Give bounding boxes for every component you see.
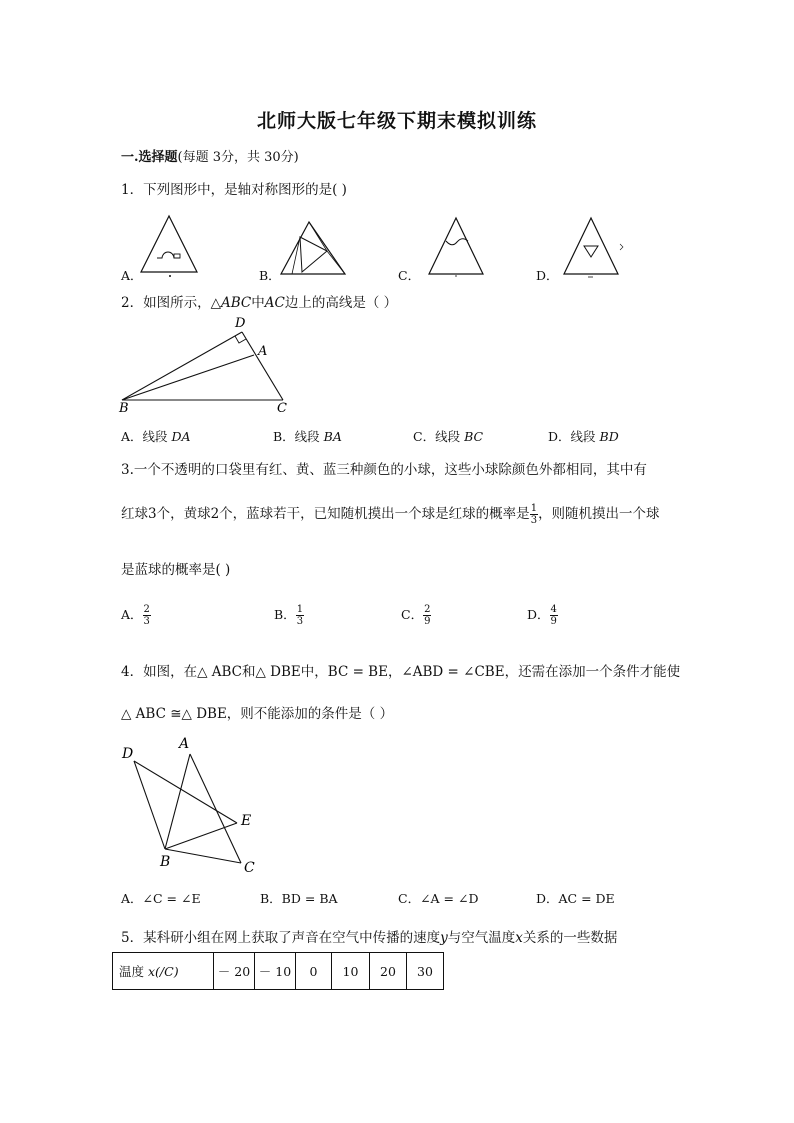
q2-option-d-letter: D．线段 — [548, 429, 596, 444]
q5-stem — [121, 926, 617, 946]
q2-option-b-value: BA — [323, 429, 342, 444]
q2-figure — [112, 312, 312, 418]
q3-option-a[interactable] — [121, 604, 151, 627]
q3-fraction-num: 1 — [530, 503, 538, 514]
q3-option-c[interactable] — [401, 604, 431, 627]
q3-line-1: 3.一个不透明的口袋里有红、黄、蓝三种颜色的小球，这些小球除颜色外都相同，其中有 — [121, 462, 647, 478]
q3-option-c-letter: C． — [401, 607, 424, 622]
q3-line-2-pre: 红球3个，黄球2个，蓝球若干，已知随机摸出一个球是红球的概率是 — [121, 506, 530, 522]
q2-option-c-value: BC — [464, 429, 484, 444]
q3-fraction-den: 3 — [530, 515, 538, 526]
q4-option-a[interactable]: A．∠C = ∠E — [121, 891, 201, 906]
q2-stem-post: 边上的高线是（ ） — [284, 295, 398, 311]
table-cell: 10 — [332, 953, 370, 990]
q2-label-d: D — [235, 316, 246, 331]
q5-data-table — [112, 952, 444, 990]
q2-option-b-letter: B．线段 — [273, 429, 320, 444]
q2-stem — [121, 291, 397, 311]
q3-option-a-letter: A． — [121, 607, 143, 622]
q3-line-3: 是蓝球的概率是( ) — [121, 562, 231, 578]
table-header-label: 温度 — [119, 964, 145, 979]
q1-option-a[interactable]: A． — [121, 268, 143, 283]
q4-line-1: 4．如图，在△ ABC和△ DBE中，BC = BE，∠ABD = ∠CBE，还需在添加一个条件才能使 — [121, 664, 681, 680]
q2-label-a: A — [258, 344, 268, 359]
q4-option-c[interactable]: C．∠A = ∠D — [398, 891, 479, 906]
q3-option-b[interactable] — [274, 604, 304, 627]
q1-option-a-figure — [141, 216, 197, 277]
q1-stem: 1．下列图形中，是轴对称图形的是( ) — [121, 182, 347, 198]
q3-option-d-den: 9 — [550, 616, 557, 627]
q3-option-b-num: 1 — [296, 604, 304, 615]
q3-option-a-den: 3 — [143, 616, 150, 627]
q5-stem-mid: 与空气温度 — [447, 930, 516, 946]
q4-label-e: E — [241, 813, 252, 829]
q5-stem-x: x — [515, 930, 523, 946]
q2-stem-pre: 2．如图所示，△ — [121, 295, 221, 311]
q2-option-a[interactable] — [121, 427, 191, 445]
section-heading — [121, 146, 299, 165]
table-header-cell — [113, 953, 214, 990]
q1-option-d[interactable]: D． — [536, 268, 559, 283]
q5-stem-post: 关系的一些数据 — [522, 930, 618, 946]
q3-fraction — [530, 503, 538, 526]
q1-option-b[interactable]: B． — [259, 268, 281, 283]
q2-option-c-letter: C．线段 — [413, 429, 461, 444]
table-cell: － 20 — [214, 953, 255, 990]
table-cell: － 10 — [255, 953, 296, 990]
q4-figure — [112, 730, 272, 880]
q4-label-b: B — [160, 854, 171, 870]
q2-stem-ac: AC — [264, 295, 285, 311]
q4-line-2: △ ABC ≅△ DBE，则不能添加的条件是（ ） — [121, 706, 394, 722]
table-cell: 30 — [407, 953, 444, 990]
table-cell: 20 — [370, 953, 407, 990]
q2-option-d-value: BD — [599, 429, 619, 444]
q1-option-d-figure — [564, 218, 623, 277]
section-label: 一.选择题 — [121, 150, 178, 165]
q1-option-b-figure — [281, 222, 345, 274]
q4-option-b[interactable]: B．BD = BA — [260, 891, 338, 906]
table-cell: 0 — [296, 953, 332, 990]
q2-option-c[interactable] — [413, 427, 483, 445]
q3-option-b-den: 3 — [296, 616, 304, 627]
q3-option-d-num: 4 — [550, 604, 557, 615]
q1-option-c[interactable]: C． — [398, 268, 421, 283]
q3-option-d[interactable] — [527, 604, 558, 627]
q3-option-c-den: 9 — [424, 616, 431, 627]
q3-option-d-letter: D． — [527, 607, 550, 622]
q2-stem-abc: ABC — [220, 295, 252, 311]
q4-label-d: D — [122, 746, 134, 762]
q5-stem-pre: 5．某科研小组在网上获取了声音在空气中传播的速度 — [121, 930, 441, 946]
q2-label-b: B — [119, 401, 129, 416]
q2-option-b[interactable] — [273, 427, 342, 445]
q3-option-c-num: 2 — [424, 604, 431, 615]
q4-option-d[interactable]: D．AC = DE — [536, 891, 615, 906]
table-header-var: x(/C) — [148, 964, 179, 979]
q3-option-b-letter: B． — [274, 607, 296, 622]
q1-option-c-figure — [429, 218, 483, 276]
q3-line-2-post: ，则随机摸出一个球 — [538, 506, 660, 522]
q2-stem-mid: 中 — [251, 295, 265, 311]
q4-label-c: C — [244, 860, 255, 876]
section-note: (每题 3分，共 30分) — [177, 150, 299, 165]
q2-option-a-letter: A．线段 — [121, 429, 168, 444]
q2-option-d[interactable] — [548, 427, 619, 445]
q2-option-a-value: DA — [171, 429, 191, 444]
q3-option-a-num: 2 — [143, 604, 150, 615]
page-title: 北师大版七年级下期末模拟训练 — [256, 110, 537, 132]
q4-label-a: A — [179, 736, 190, 752]
table-row — [113, 953, 444, 990]
q5-stem-y: y — [440, 930, 448, 946]
q2-label-c: C — [277, 401, 287, 416]
q3-line-2 — [121, 502, 660, 526]
